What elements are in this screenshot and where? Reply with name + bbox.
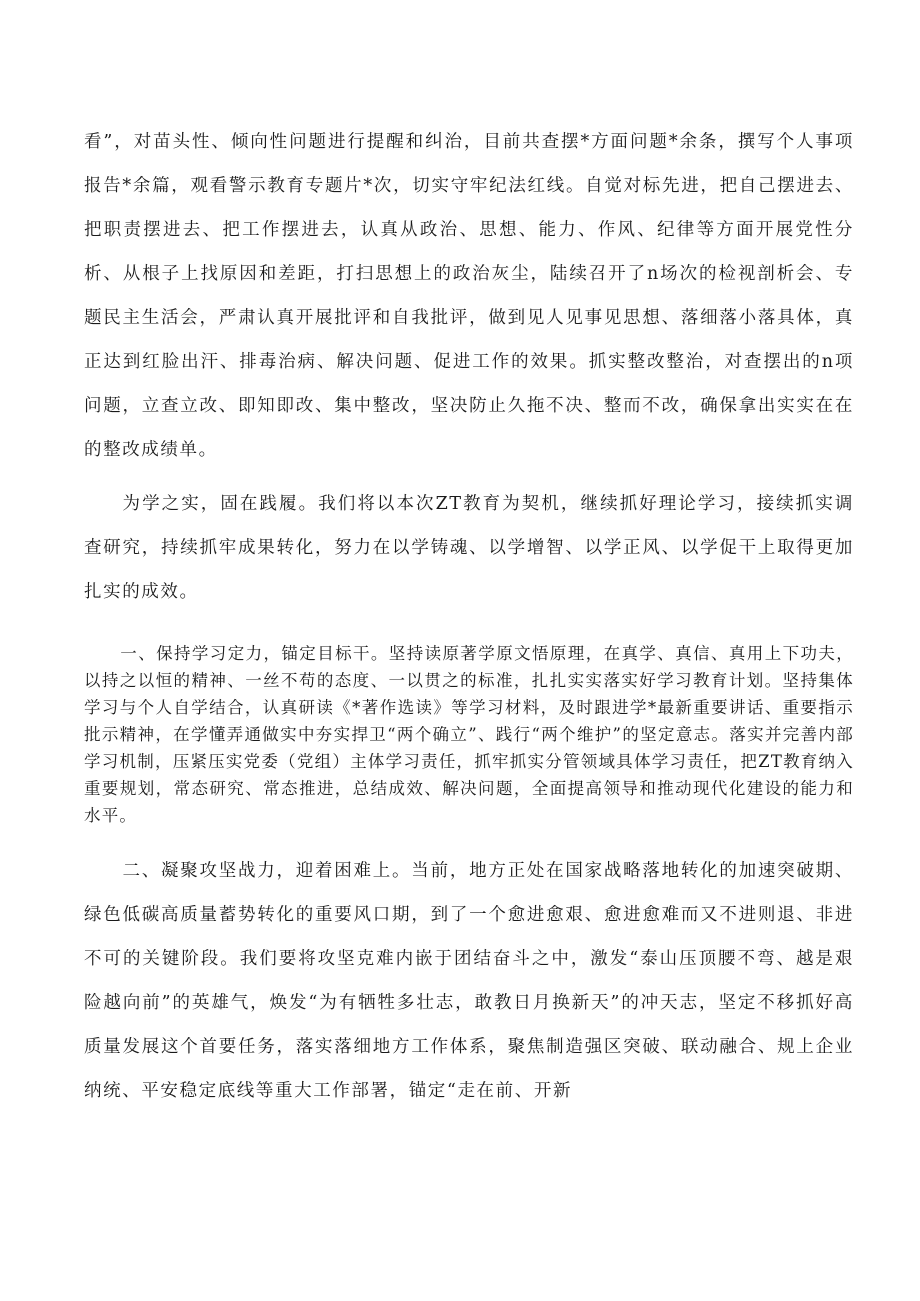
paragraph-study-practice: 为学之实，固在践履。我们将以本次ZT教育为契机，继续抓好理论学习，接续抓实调查研究，持续抓牢成果转化，努力在以学铸魂、以学增智、以学正风、以学促干上取得更加扎实的成效。 (84, 494, 854, 602)
paragraph-continued: 看”，对苗头性、倾向性问题进行提醒和纠治，目前共查摆*方面问题*余条，撰写个人事项报告*余篇，观看警示教育专题片*次，切实守牢纪法红线。自觉对标先进，把自己摆进去、把职责摆进去、把工作摆进去，认真从政治、思想、能力、作风、纪律等方面开展党性分析、从根子上找原因和差距，打扫思想上的政治灰尘，陆续召开了n场次的检视剖析会、专题民主生活会，严肃认真开展批评和自我批评，做到见人见事见思想、落细落小落具体，真正达到红脸出汗、排毒治病、解决问题、促进工作的效果。抓实整改整治，对查摆出的n项问题，立查立改、即知即改、集中整改，坚决防止久拖不决、整而不改，确保拿出实实在在的整改成绩单。 (84, 132, 854, 460)
document-page (84, 120, 854, 1113)
paragraph-section-two: 二、凝聚攻坚战力，迎着困难上。当前，地方正处在国家战略落地转化的加速突破期、绿色低碳高质量蓄势转化的重要风口期，到了一个愈进愈艰、愈进愈难而又不进则退、非进不可的关键阶段。我们要将攻坚克难内嵌于团结奋斗之中，激发“泰山压顶腰不弯、越是艰险越向前”的英雄气，焕发“为有牺牲多壮志，敢教日月换新天”的冲天志，坚定不移抓好高质量发展这个首要任务，落实落细地方工作体系，聚焦制造强区突破、联动融合、规上企业纳统、平安稳定底线等重大工作部署，锚定“走在前、开新 (84, 861, 854, 1101)
paragraph-section-one: 一、保持学习定力，锚定目标干。坚持读原著学原文悟原理，在真学、真信、真用上下功夫，以持之以恒的精神、一丝不苟的态度、一以贯之的标准，扎扎实实落实好学习教育计划。坚持集体学习与个人自学结合，认真研读《*著作选读》等学习材料，及时跟进学*最新重要讲话、重要指示批示精神，在学懂弄通做实中夯实捍卫“两个确立”、践行“两个维护”的坚定意志。落实并完善内部学习机制，压紧压实党委（党组）主体学习责任，抓牢抓实分管领域具体学习责任，把ZT教育纳入重要规划，常态研究、常态推进，总结成效、解决问题，全面提高领导和推动现代化建设的能力和水平。 (84, 644, 854, 825)
